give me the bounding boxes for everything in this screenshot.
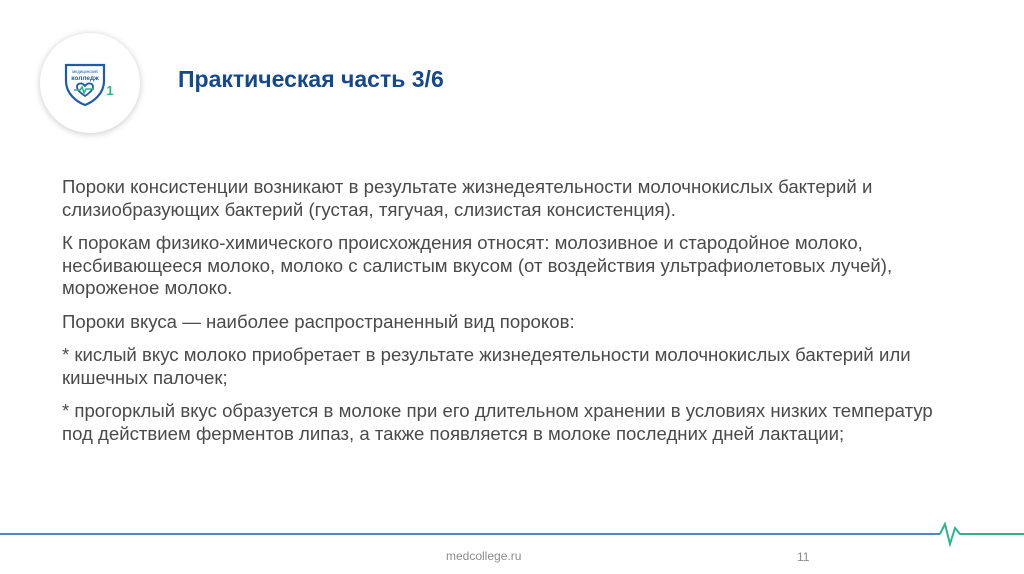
paragraph-rancid-taste: * прогорклый вкус образуется в молоке при его длительном хранении в условиях низких температур под действием ферментов липаз, а также появляется в молоке последних дней лактации; xyxy=(62,400,933,444)
paragraph-sour-taste: * кислый вкус молоко приобретает в результате жизнедеятельности молочнокислых бактерий или кишечных палочек; xyxy=(62,344,911,388)
slide-body xyxy=(62,176,942,456)
footer-url: medcollege.ru xyxy=(446,549,522,563)
paragraph-physicochemical-defects: К порокам физико-химического происхождения относят: молозивное и стародойное молоко, несбивающееся молоко, молоко с салистым вкусом (от воздействия ультрафиолетовых лучей), мороженое молоко. xyxy=(62,232,893,298)
logo-text-main: колледж xyxy=(71,75,99,82)
paragraph-consistency-defects: Пороки консистенции возникают в результате жизнедеятельности молочнокислых бактерий и слизиобразующих бактерий (густая, тягучая, слизистая консистенция). xyxy=(62,176,873,220)
page-number: 11 xyxy=(797,550,810,564)
slide-title: Практическая часть 3/6 xyxy=(178,66,444,92)
college-logo xyxy=(40,33,140,133)
logo-text-top: медицинский xyxy=(72,69,98,74)
logo-number: 1 xyxy=(106,83,114,98)
heart-shield-icon xyxy=(60,61,120,107)
footer-pulse-line xyxy=(0,518,1024,548)
paragraph-taste-defects: Пороки вкуса — наиболее распространенный вид пороков: xyxy=(62,310,575,332)
